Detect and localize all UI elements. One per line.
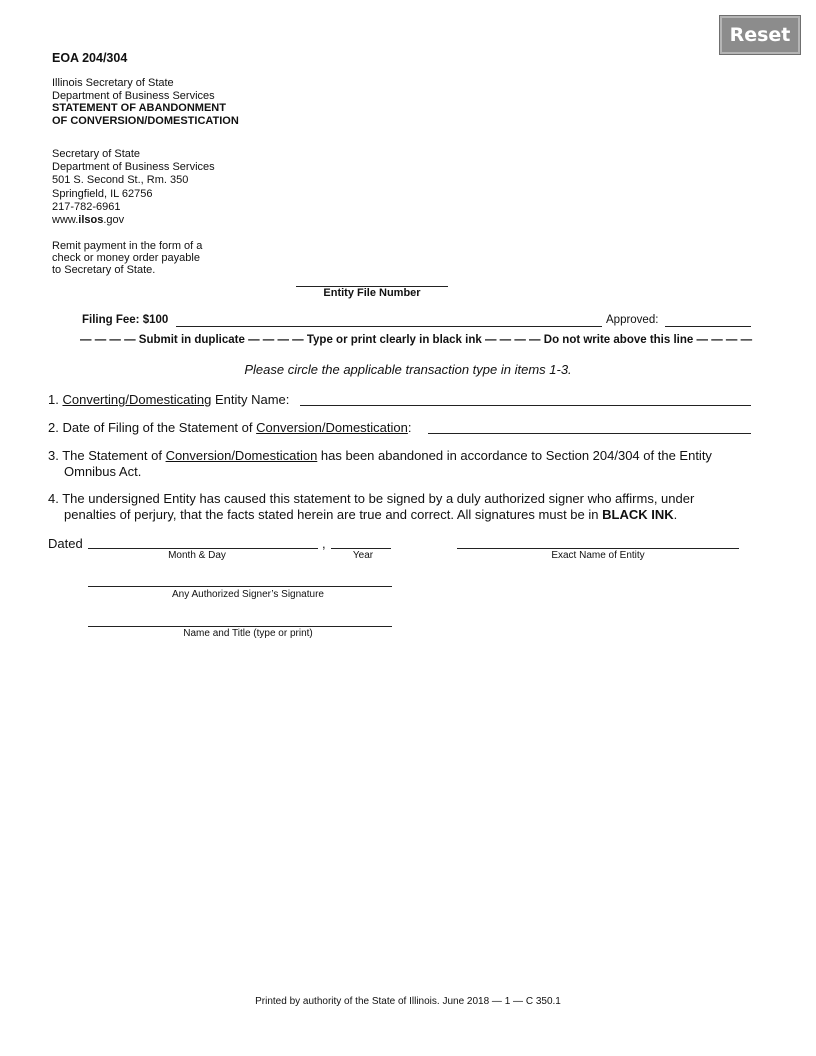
- dash-separator: — — — —: [696, 334, 753, 346]
- item-3-underlined: Conversion/Domestication: [165, 448, 318, 463]
- name-title-caption: Name and Title (type or print): [183, 628, 313, 639]
- form-header: [52, 77, 239, 127]
- address-line1: Secretary of State: [52, 148, 141, 160]
- website-prefix: www.: [52, 214, 79, 227]
- item-4-line1: 4. The undersigned Entity has caused this statement to be signed by a duly authorized signer who affirms, under: [48, 491, 695, 506]
- month-day-caption: Month & Day: [168, 550, 226, 561]
- address-line3: 501 S. Second St., Rm. 350: [52, 174, 189, 187]
- item-4-line2-text: penalties of perjury, that the facts stated herein are true and correct. All signatures must be in: [64, 507, 603, 522]
- filing-fee-line[interactable]: [176, 326, 602, 327]
- department-name: Department of Business Services: [52, 89, 215, 102]
- form-title-line1: STATEMENT OF ABANDONMENT: [52, 102, 226, 114]
- agency-name: Illinois Secretary of State: [52, 77, 174, 89]
- item-2-underlined: Conversion/Domestication: [256, 420, 408, 435]
- dash-separator: — — — —: [248, 334, 304, 346]
- website: [52, 214, 215, 227]
- entity-name-signature-line[interactable]: [457, 548, 739, 549]
- item-3: [48, 448, 768, 480]
- item-3-text-start: 3. The Statement of: [48, 448, 166, 463]
- year-caption: Year: [352, 550, 374, 561]
- item-2-label: 2. Date of Filing of the Statement of: [48, 420, 257, 435]
- remit-line2: check or money order payable: [52, 252, 200, 265]
- form-id: EOA 204/304: [52, 51, 128, 65]
- entity-name-line[interactable]: [300, 405, 751, 406]
- item-1-number: 1.: [48, 392, 59, 407]
- dash-separator: — — — —: [484, 334, 541, 346]
- footer-text: Printed by authority of the State of Illinois. June 2018 — 1 — C 350.1: [255, 996, 561, 1007]
- entity-file-number-label: Entity File Number: [323, 287, 421, 299]
- month-day-line[interactable]: [88, 548, 318, 549]
- website-domain: ilsos: [78, 214, 104, 227]
- year-line[interactable]: [331, 548, 391, 549]
- black-ink-emphasis: BLACK INK: [602, 507, 674, 522]
- item-3-text-end: has been abandoned in accordance to Section 204/304 of the Entity: [317, 448, 712, 463]
- address-line2: Department of Business Services: [52, 161, 215, 174]
- dash-separator: — — — —: [80, 334, 136, 346]
- mailing-address: [52, 148, 215, 227]
- signer-signature-line[interactable]: [88, 586, 392, 587]
- approved-line[interactable]: [665, 326, 751, 327]
- item-3-line2: Omnibus Act.: [64, 464, 142, 479]
- website-suffix: .gov: [103, 214, 125, 227]
- signer-signature-caption: Any Authorized Signer’s Signature: [172, 589, 324, 600]
- name-title-line[interactable]: [88, 626, 392, 627]
- approved-label: Approved:: [606, 314, 659, 326]
- remit-note: [52, 240, 202, 277]
- phone-number: 217-782-6961: [52, 200, 121, 213]
- item-2-colon: :: [407, 420, 412, 435]
- date-comma: ,: [322, 536, 326, 551]
- address-line4: Springfield, IL 62756: [52, 187, 153, 200]
- entity-name-caption: Exact Name of Entity: [551, 550, 645, 561]
- remit-line1: Remit payment in the form of a: [52, 240, 203, 252]
- item-4-line2: [48, 507, 768, 523]
- instruction-banner: [80, 334, 753, 346]
- submit-instruction: Submit in duplicate: [138, 334, 245, 346]
- filing-date-line[interactable]: [428, 433, 751, 434]
- print-instruction: Type or print clearly in black ink: [306, 334, 482, 346]
- no-write-instruction: Do not write above this line: [543, 334, 694, 346]
- form-title-line2: OF CONVERSION/DOMESTICATION: [52, 114, 239, 127]
- item-4: [48, 491, 768, 523]
- item-1-label: Entity Name:: [214, 392, 290, 407]
- item-1-underlined: Converting/Domesticating: [62, 392, 212, 407]
- reset-button[interactable]: Reset: [720, 16, 800, 54]
- remit-line3: to Secretary of State.: [52, 264, 156, 277]
- item-4-period: .: [673, 507, 678, 522]
- filing-fee-label: Filing Fee: $100: [82, 314, 169, 326]
- circle-note: Please circle the applicable transaction type in items 1-3.: [244, 362, 572, 377]
- dated-label: Dated: [48, 536, 83, 551]
